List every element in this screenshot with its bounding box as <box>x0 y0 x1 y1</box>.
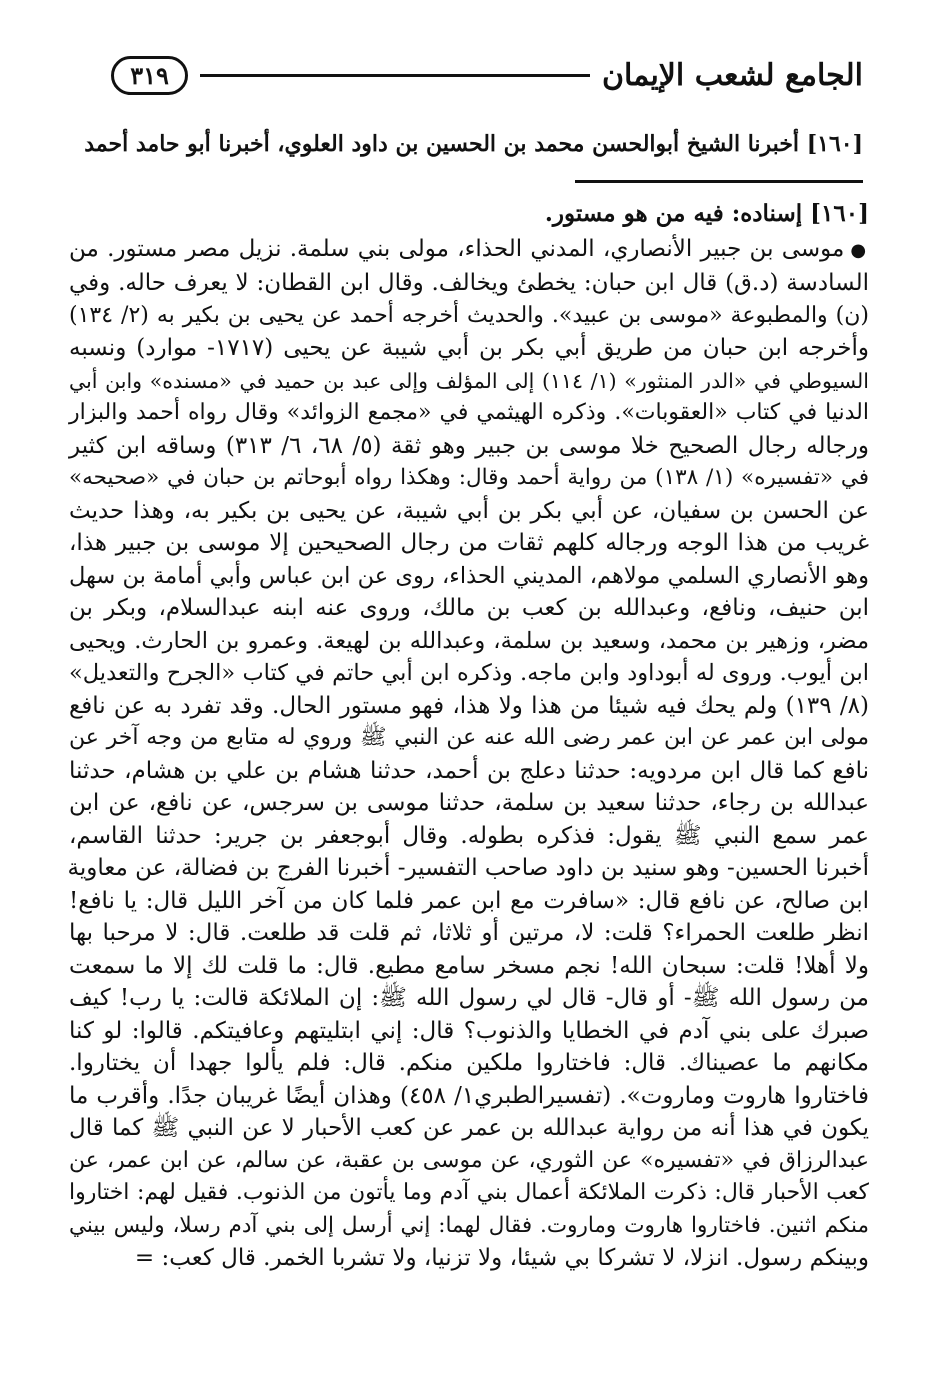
footnote-line: عن الحسن بن سفيان، عن أبي بكر بن أبي شيبة، عن يحيى بن بكير به، وهذا حديث <box>69 497 869 524</box>
footnote-line: غريب من هذا الوجه ورجاله كلهم ثقات من رجال الصحيحين إلا موسى بن جبير هذا، <box>69 530 869 556</box>
footnote-line: السادسة (د.ق) قال ابن حبان: يخطئ ويخالف. وقال ابن القطان: لا يعرف حاله. وفي <box>69 270 869 296</box>
footnote-heading: [١٦٠] إسناده: فيه من هو مستور. <box>544 200 869 227</box>
hadith-text: أخبرنا الشيخ أبوالحسن محمد بن الحسين بن داود العلوي، أخبرنا أبو حامد أحمد <box>84 131 800 157</box>
footnote-line: في «تفسيره» (١/ ١٣٨) من رواية أحمد وقال: وهكذا رواه أبوحاتم بن حبان في «صحيحه» <box>69 465 870 490</box>
footnote-line: ولا أهلا! قلت: سبحان الله! نجم مسخر سامع مطيع. قال: ما قلت لك إلا ما سمعت <box>69 952 869 979</box>
hadith-number: [١٦٠] <box>806 131 863 157</box>
footnote-line: السيوطي في «الدر المنثور» (١/ ١١٤) إلى المؤلف وإلى عبد بن حميد في «مسنده» وابن أبي <box>69 368 869 393</box>
footnote-line: عمر سمع النبي ﷺ يقول: فذكره بطوله. وقال أبوجعفر بن جرير: حدثنا القاسم، <box>69 822 869 849</box>
footnote-line: منكم اثنين. فاختاروا هاروت وماروت. فقال لهما: إني أرسل إلى بني آدم رسلا، وليس بيني <box>69 1212 869 1238</box>
footnote-line: نافع كما قال ابن مردويه: حدثنا دعلج بن أحمد، حدثنا هشام بن علي بن هشام، حدثنا <box>69 757 869 784</box>
footnote-line: انظر طلعت الحمراء؟ قلت: لا، مرتين أو ثلاثا، ثم قلت قد طلعت. قال: لا مرحبا بها <box>69 920 869 946</box>
main-text <box>73 124 863 164</box>
footnote-line: كعب الأحبار قال: ذكرت الملائكة أعمال بني آدم وما يأتون من الذنوب. فقيل لهم: اختاروا <box>69 1180 869 1205</box>
footnote-line: من رسول الله ﷺ- أو قال- قال لي رسول الله ﷺ: إن الملائكة قالت: يا رب! كيف <box>69 985 869 1011</box>
footnote-line: مولى ابن عمر عن ابن عمر رضى الله عنه عن النبي ﷺ وروي له متابع من وجه آخر عن <box>69 725 870 750</box>
page-number: ٣١٩ <box>111 56 188 95</box>
footnote <box>69 198 869 1275</box>
footnote-line: ●موسى بن جبير الأنصاري، المدني الحذاء، مولى بني سلمة. نزيل مصر مستور. من <box>69 235 867 262</box>
footnote-line: ابن صالح، عن نافع قال: «سافرت مع ابن عمر فلما كان من آخر الليل قال: يا نافع! <box>69 887 869 914</box>
running-header <box>111 52 863 98</box>
footnote-line: أخبرنا الحسين- وهو سنيد بن داود صاحب التفسير- أخبرنا الفرج بن فضالة، عن معاوية <box>67 855 869 881</box>
footnote-line: (٨/ ١٣٩) ولم يحك فيه شيئا من هذا ولا هذا، فهو مستور الحال. وقد تفرد به عن نافع <box>69 692 869 719</box>
footnote-line: عبدالرزاق في «تفسيره» عن الثوري، عن موسى بن عقبة، عن سالم، عن ابن عمر، عن <box>69 1147 869 1173</box>
book-title: الجامع لشعب الإيمان <box>601 57 863 93</box>
footnote-line: صبرك على بني آدم في الخطايا والذنوب؟ قال: إني ابتليتهم وعافيتكم. قالوا: لو كنا <box>69 1017 869 1044</box>
footnote-line: وأخرجه ابن حبان من طريق أبي بكر بن أبي شيبة عن يحيى (١٧١٧- موارد) ونسبه <box>69 335 870 361</box>
footnote-line: وبينكم رسول. انزلا، لا تشركا بي شيئا، ولا تزنيا، ولا تشربا الخمر. قال كعب: = <box>134 1245 869 1271</box>
footnote-line: الدنيا في كتاب «العقوبات». وذكره الهيثمي في «مجمع الزوائد» وقال رواه أحمد والبزار <box>69 400 869 425</box>
footnote-line: عبدالله بن رجاء، حدثنا سعيد بن سلمة، حدثنا موسى بن سرجس، عن نافع، عن ابن <box>69 790 869 816</box>
footnote-line: (ن) والمطبوعة «موسى بن عبيد». والحديث أخرجه أحمد عن يحيى بن بكير به (٢/ ١٣٤) <box>69 302 869 328</box>
header-rule <box>200 74 590 77</box>
footnote-line: ورجاله رجال الصحيح خلا موسى بن جبير وهو ثقة (٥/ ٦٨، ٦/ ٣١٣) وساقه ابن كثير <box>69 432 869 459</box>
footnote-separator <box>575 180 863 183</box>
footnote-line: يكون في هذا أنه من رواية عبدالله بن عمر عن كعب الأحبار لا عن النبي ﷺ كما قال <box>69 1115 869 1141</box>
footnote-line: وهو الأنصاري السلمي مولاهم، المديني الحذاء، روى عن ابن عباس وأبي أمامة بن سهل <box>69 562 869 589</box>
bullet-icon: ● <box>850 239 867 261</box>
footnote-line: ابن أيوب. وروى له أبوداود وابن ماجه. وذكره ابن أبي حاتم في كتاب «الجرح والتعديل» <box>69 660 869 686</box>
footnote-line: مضر، وزهير بن محمد، وسعيد بن سلمة، وعبدالله بن لهيعة. وعمرو بن الحارث. ويحيى <box>69 627 869 654</box>
footnote-line: فاختاروا هاروت وماروت». (تفسيرالطبري١/ ٤٥٨) وهذان أيضًا غريبان جدًا. وأقرب ما <box>69 1082 869 1109</box>
footnote-line: مكانهم ما عصيناك. قال: فاختاروا ملكين منكم. قال: فلم يألوا جهدا أن يختاروا. <box>69 1050 869 1076</box>
footnote-line: ابن حنيف، ونافع، وعبدالله بن كعب بن مالك، وروى عنه ابنه عبدالسلام، وبكر بن <box>69 595 869 621</box>
